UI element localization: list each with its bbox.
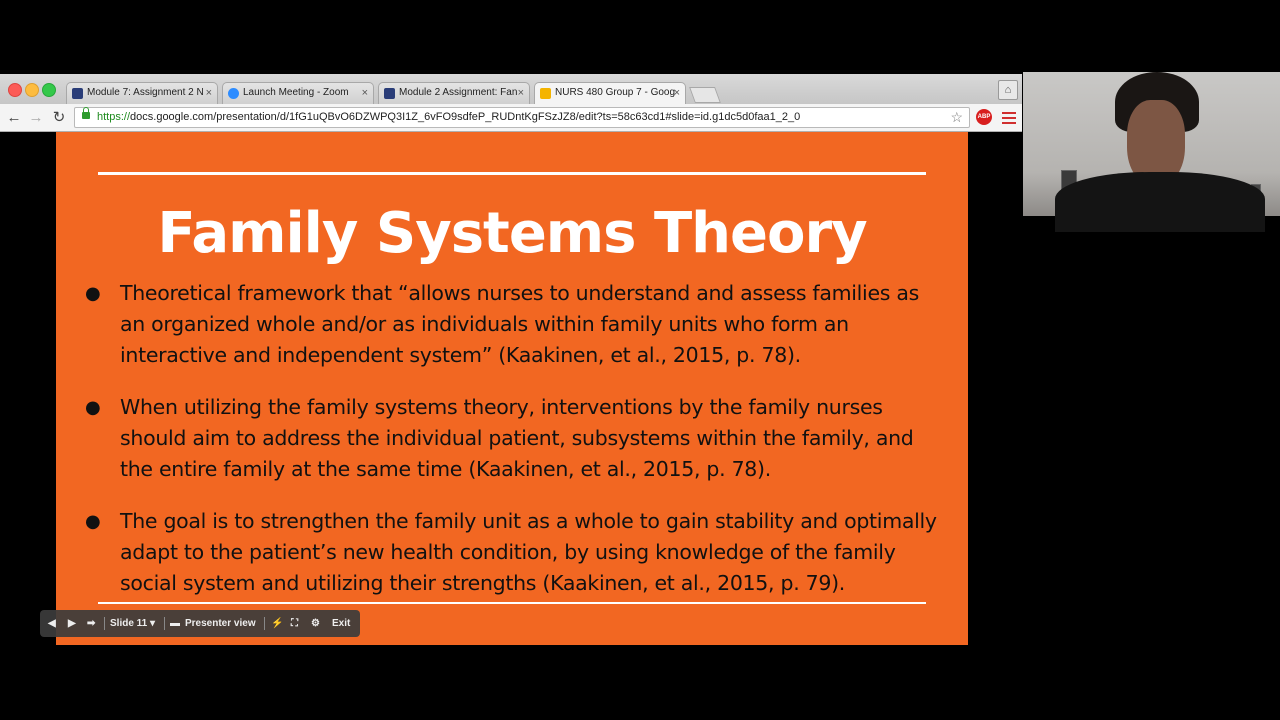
url-scheme: https:// <box>97 111 131 123</box>
previous-slide-icon[interactable]: ◀ <box>48 618 56 629</box>
canvas-favicon-icon <box>384 88 395 99</box>
slide-number-button[interactable]: Slide 11 <box>110 618 148 629</box>
laser-pointer-icon[interactable]: ⚡ <box>271 618 284 629</box>
slide-bottom-divider <box>98 602 926 604</box>
tab-label: Module 2 Assignment: Fan <box>399 87 518 98</box>
bullet-text: The goal is to strengthen the family unit as a whole to gain stability and optimally adapt to the patient’s new health condition, by using knowledge of the family social system and utilizing their strengths (Kaakinen, et al., 2015, p. 79). <box>120 509 937 595</box>
canvas-favicon-icon <box>72 88 83 99</box>
slide-bullet <box>82 506 948 599</box>
tab-strip <box>0 74 1022 104</box>
next-slide-icon[interactable]: ➡ <box>87 618 96 629</box>
slides-favicon-icon <box>540 88 551 99</box>
tab-label: NURS 480 Group 7 - Goog <box>555 87 676 98</box>
person-body <box>1055 172 1265 232</box>
bullet-dot-icon: ● <box>85 511 101 532</box>
slide-top-divider <box>98 172 926 175</box>
adblock-icon[interactable]: ABP <box>976 109 992 125</box>
monitor-icon: ▬ <box>170 618 180 629</box>
profile-icon[interactable]: ⌂ <box>998 80 1018 100</box>
back-button[interactable]: ← <box>6 109 22 126</box>
bullet-text: When utilizing the family systems theory, interventions by the family nurses should aim to address the individual patient, subsystems within the family, and the entire family at the same time (Kaakinen, et al., 2015, p. 78). <box>120 395 914 481</box>
forward-button[interactable]: → <box>28 109 44 126</box>
bullet-text: Theoretical framework that “allows nurses to understand and assess families as an organized whole and/or as individuals within family units who form an interactive and independent system” (Kaakinen, et al., 2015, p. 78). <box>120 281 920 367</box>
slide-title: Family Systems Theory <box>157 201 867 266</box>
tab-zoom-meeting[interactable] <box>222 82 374 104</box>
gear-icon[interactable]: ⚙ <box>311 618 320 629</box>
tab-close-icon[interactable]: × <box>517 87 524 99</box>
tab-label: Module 7: Assignment 2 N <box>87 87 204 98</box>
exit-button[interactable]: Exit <box>332 618 351 629</box>
browser-window <box>0 74 1022 645</box>
address-bar[interactable] <box>74 107 970 128</box>
slide-bullet <box>82 278 948 371</box>
reload-button[interactable]: ↻ <box>52 109 66 126</box>
browser-toolbar <box>0 104 1022 132</box>
tab-close-icon[interactable]: × <box>205 87 212 99</box>
presentation-slide <box>56 132 968 645</box>
chevron-down-icon[interactable]: ▾ <box>150 618 156 629</box>
tab-label: Launch Meeting - Zoom <box>243 87 349 98</box>
tab-module-2[interactable] <box>378 82 530 104</box>
bullet-dot-icon: ● <box>85 283 101 304</box>
tab-google-slides[interactable] <box>534 82 686 104</box>
presenter-controls-bar <box>40 610 360 637</box>
browser-menu-icon[interactable] <box>1002 109 1016 125</box>
tab-close-icon[interactable]: × <box>673 87 680 99</box>
play-icon[interactable]: ▶ <box>68 618 76 629</box>
lock-icon <box>82 112 90 119</box>
page-viewport <box>0 132 1022 645</box>
fullscreen-icon[interactable]: ⛶ <box>291 618 298 629</box>
minimize-window-button[interactable] <box>25 83 39 97</box>
close-window-button[interactable] <box>8 83 22 97</box>
maximize-window-button[interactable] <box>42 83 56 97</box>
tab-module-7[interactable] <box>66 82 218 104</box>
slide-bullet <box>82 392 948 485</box>
bookmark-star-icon[interactable]: ☆ <box>950 109 963 125</box>
new-tab-button[interactable] <box>689 87 721 103</box>
webcam-video-feed <box>1023 72 1280 216</box>
tab-close-icon[interactable]: × <box>361 87 368 99</box>
zoom-favicon-icon <box>228 88 239 99</box>
url-text: docs.google.com/presentation/d/1fG1uQBvO6DZWPQ3I1Z_6vFO9sdfeP_RUDntKgFSzJZ8/edit?ts=58c63cd1#slide=id.g1dc5d0faa1_2_0 <box>130 111 801 123</box>
slide-bullet-list <box>82 278 948 620</box>
bullet-dot-icon: ● <box>85 397 101 418</box>
presenter-view-button[interactable]: Presenter view <box>185 618 256 629</box>
